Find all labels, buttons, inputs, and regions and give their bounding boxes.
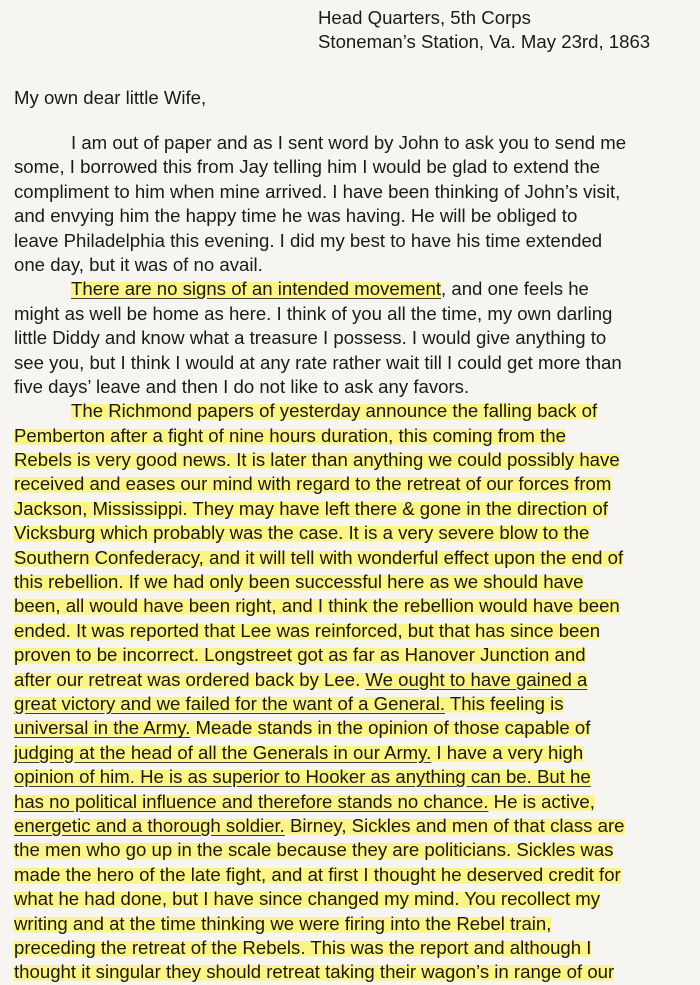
header-line-2: Stoneman’s Station, Va. May 23rd, 1863 [318,31,651,52]
body-line [14,546,694,570]
body-line [14,399,694,423]
highlighted-text: Vicksburg which probably was the case. It is a very severe blow to the [14,522,590,544]
highlighted-text: Pemberton after a fight of nine hours duration, this coming from the [14,424,566,446]
body-line: There are no signs of an intended movement, and one feels he [71,278,589,300]
body-line: I am out of paper and as I sent word by John to ask you to send me [71,132,627,153]
body-line [14,887,694,911]
highlighted-text: He is active, [488,790,595,812]
body-line [14,497,694,521]
highlighted-text: I have a very high [431,741,584,763]
highlighted-text: this rebellion. If we had only been successful here as we should have [14,571,584,593]
body-line [14,692,694,716]
highlighted-text: writing and at the time thinking we were firing into the Rebel train, [14,912,552,934]
letter-body [14,131,694,985]
highlighted-text: Meade stands in the opinion of those capable of [190,717,591,739]
underlined-text: great victory and we failed for the want of a General. [14,692,445,714]
underlined-text: universal in the Army. [14,717,191,739]
body-line [14,472,694,496]
highlighted-text: what he had done, but I have since changed my mind. You recollect my [14,888,601,910]
highlighted-text: There are no signs of an intended movement [71,278,442,300]
body-line [14,838,694,862]
header-line-1: Head Quarters, 5th Corps [318,7,531,28]
underlined-text: We ought to have gained a [365,668,588,690]
highlighted-text: thought it singular they should retreat taking their wagon’s in range of our [14,961,615,983]
body-line: might as well be home as here. I think of you all the time, my own darling [14,302,613,324]
body-line [14,643,694,667]
body-line: and envying him the happy time he was having. He will be obliged to [14,205,578,227]
body-line [14,594,694,618]
highlighted-text: Birney, Sickles and men of that class are [284,814,625,836]
body-line: some, I borrowed this from Jay telling him I would be glad to extend the [14,156,601,178]
body-line [14,960,694,984]
highlighted-text: the men who go up in the scale because they are politicians. Sickles was [14,839,614,861]
underlined-text: has no political influence and therefore stands no chance. [14,790,489,812]
underlined-text: opinion of him. [14,766,135,788]
highlighted-text: Jackson, Mississippi. They may have left there & gone in the direction of [14,497,608,519]
body-line [14,716,694,740]
body-line [14,765,694,789]
body-line [14,619,694,643]
body-line: little Diddy and know what a treasure I possess. I would give anything to [14,327,607,349]
highlighted-text: Southern Confederacy, and it will tell with wonderful effect upon the end of [14,546,624,568]
underlined-text: judging at the head of all the Generals in our Army. [14,741,432,763]
body-line: five days’ leave and then I do not like to ask any favors. [14,375,470,397]
highlighted-text: ended. It was reported that Lee was reinforced, but that has since been [14,619,601,641]
body-line [14,936,694,960]
letter-header [318,6,650,54]
body-line [14,668,694,692]
underlined-text: energetic and a thorough soldier. [14,814,285,836]
body-line: see you, but I think I would at any rate rather wait till I could get more than [14,351,622,373]
body-line: leave Philadelphia this evening. I did my best to have his time extended [14,229,603,251]
highlighted-text: received and eases our mind with regard to the retreat of our forces from [14,473,612,495]
highlighted-text: The Richmond papers of yesterday announce the falling back of [71,400,598,422]
highlighted-text: made the hero of the late fight, and at first I thought he deserved credit for [14,863,621,885]
highlighted-text: This feeling is [445,692,564,714]
body-line [14,912,694,936]
body-line: compliment to him when mine arrived. I have been thinking of John’s visit, [14,180,621,202]
body-line [14,521,694,545]
salutation: My own dear little Wife, [14,87,207,108]
body-line [14,570,694,594]
underlined-text: He is as superior to Hooker as anything can be. But he [134,766,591,788]
body-line [14,448,694,472]
body-line [14,424,694,448]
highlighted-text: been, all would have been right, and I think the rebellion would have been [14,595,620,617]
body-line [14,790,694,814]
body-line [14,863,694,887]
body-line: one day, but it was of no avail. [14,253,263,275]
highlighted-text: Rebels is very good news. It is later than anything we could possibly have [14,449,620,471]
body-line [14,741,694,765]
body-line [14,814,694,838]
highlighted-text: proven to be incorrect. Longstreet got as far as Hanover Junction and [14,644,586,666]
highlighted-text: after our retreat was ordered back by Lee. [14,668,366,690]
highlighted-text: preceding the retreat of the Rebels. This was the report and although I [14,936,592,958]
